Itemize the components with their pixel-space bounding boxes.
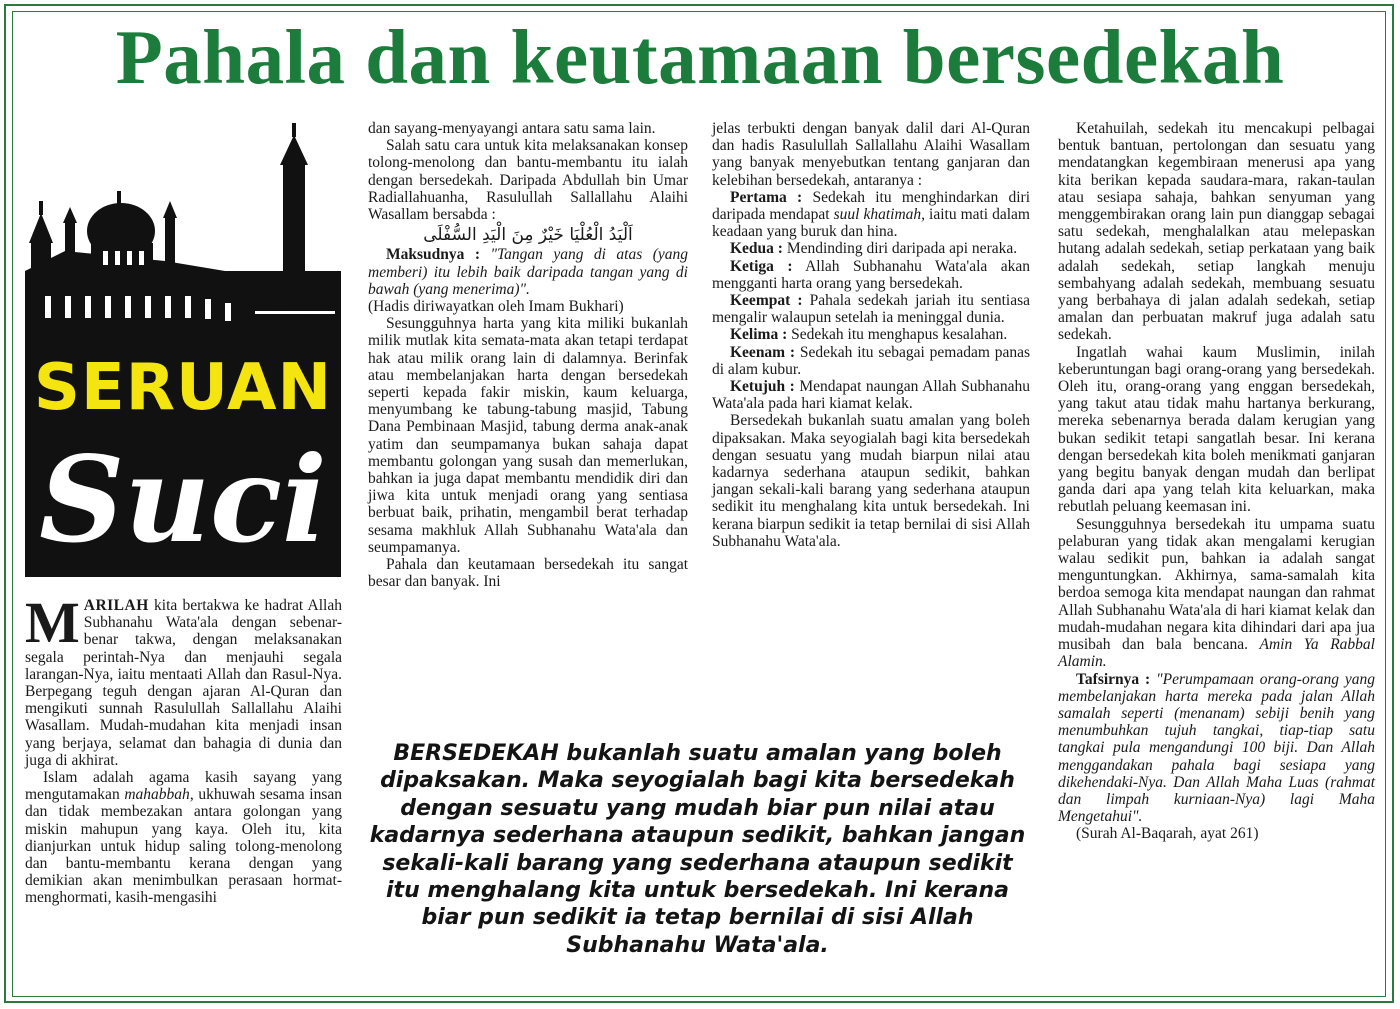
italic-closing: Amin Ya Rabbal Alamin. [1058,636,1375,671]
seruan-suci-logo [25,121,341,577]
benefit-label: Kelima : [730,326,788,344]
paragraph: Salah satu cara untuk kita melaksanakan konsep tolong-menolong dan bantu-membantu itu ialah dengan bersedekah. Daripada Abdullah bin Umar Radiallahuanha, Rasulullah Sallallahu Alaihi Wasallam bersabda : [368,137,688,224]
hadith-source: (Hadis diriwayatkan oleh Imam Bukhari) [368,298,624,316]
paragraph-text: Islam adalah agama kasih sayang yang mengutamakan [25,769,342,804]
benefit-item [712,292,1030,326]
paragraph: Ingatlah wahai kaum Muslimin, inilah keberuntungan bagi orang-orang yang bersedekah. Oleh itu, orang-orang yang enggan bersedekah, yang takut atau tidak mahu hartanya berkurang, mereka sebenarnya berada dalam kerugian yang bukan sedikit tetapi sangatlah besar. Ini kerana dengan bersedekah kita boleh menikmati ganjaran yang begitu banyak dengan mudah dan berlipat ganda dari apa yang telah kita keluarkan, maka rebutlah peluang keemasan ini. [1058,343,1375,516]
benefit-text: Allah Subhanahu Wata'ala akan mengganti harta orang yang bersedekah. [712,257,1030,292]
benefit-item [712,258,1030,292]
benefit-item [712,326,1030,343]
tafsir-paragraph [1058,671,1375,826]
benefit-label: Ketiga : [730,257,793,275]
mosque-silhouette-icon [25,121,341,577]
logo-line1: SERUAN [33,351,333,425]
benefit-item [712,378,1030,412]
headline: Pahala dan keutamaan bersedekah [115,14,1285,100]
paragraph [1058,516,1375,671]
benefit-text: Sedekah itu sebagai pemadam panas di alam kubur. [712,343,1030,378]
benefits-list [712,189,1030,413]
column-3 [712,120,1030,550]
paragraph [25,769,342,907]
arabic-hadith: اَلْيَدُ الْعُلْيَا خَيْرٌ مِنَ الْيَدِ السُّفْلَى [423,225,633,246]
benefit-text: Pahala sedekah jariah itu sentiasa mengalir walaupun setelah ia meninggal dunia. [712,292,1031,327]
tafsir-label: Tafsirnya : [1076,670,1151,688]
benefit-text: Sedekah itu menghapus kesalahan. [787,326,1008,344]
column-2 [368,120,688,590]
surah-source: (Surah Al-Baqarah, ayat 261) [1076,825,1259,843]
tafsir-text: "Perumpamaan orang-orang yang membelanjakan harta mereka pada jalan Allah samalah seperti (menanam) sebiji benih yang menumbuhkan tujuh tangkai, tiap-tiap satu tangkai pula mengandungi 100 biji. Dan Allah menggandakan pahala bagi sesiapa yang dikehendaki-Nya. Dan Allah Maha Luas (rahmat dan limpah kurniaan-Nya) lagi Maha Mengetahui". [1058,670,1376,826]
benefit-text: Sedekah itu menghindarkan diri daripada mendapat [712,188,1031,224]
benefit-text: Mendinding diri daripada api neraka. [782,240,1018,258]
benefit-label: Kedua : [730,240,783,258]
paragraph: dan sayang-menyayangi antara satu sama lain. [368,120,656,137]
paragraph: Bersedekah bukanlah suatu amalan yang boleh dipaksakan. Maka seyogialah bagi kita bersedekah dengan sesuatu yang mudah biarpun nilai atau kadarnya sederhana ataupun sedikit, bahkan jangan sekali-kali barang yang sederhana ataupun sedikit itu menghalang kita untuk bersedekah. Ini kerana biarpun sedikit ia tetap bernilai di sisi Allah Subhanahu Wata'ala. [712,412,1030,550]
column-1 [25,590,342,907]
intro-paragraph [25,590,342,769]
benefit-label: Keenam : [730,343,796,361]
benefit-label: Keempat : [730,292,803,310]
paragraph: Sesungguhnya harta yang kita miliki bukanlah milik mutlak kita semata-mata akan tetapi terdapat hak atau milik orang lain di dalamnya. Berinfak atau membelanjakan harta dengan bersedekah seperti kepada fakir miskin, kaum keluarga, menyumbang ke tabung-tabung masjid, Tabung Dana Pembinaan Masjid, tabung derma anak-anak yatim dan seumpamanya bukan sahaja dapat membantu golongan yang susah dan memerlukan, bahkan ia juga dapat membantu mendidik diri dan jiwa kita untuk menjadi orang yang sentiasa berbuat baik, prihatin, mengambil berat terhadap sesama makhluk Allah Subhanahu Wata'ala dan seumpamanya. [368,315,688,556]
paragraph: Pahala dan keutamaan bersedekah itu sangat besar dan banyak. Ini [368,556,688,591]
benefit-label: Pertama : [730,188,803,206]
benefit-item [712,189,1030,241]
lead-word: ARILAH [83,597,149,614]
paragraph: Ketahuilah, sedekah itu mencakupi pelbagai bentuk bantuan, pertolongan dan sesuatu yang mendatangkan kegembiraan menerusi apa yang kita berikan kepada saudara-mara, rakan-taulan atau sesiapa sahaja, bahkan senyuman yang menggembirakan orang lain pun dianggap sebagai satu sedekah, menghalalkan atau melepaskan hutang adalah sedekah, setiap perkataan yang baik adalah sedekah, setiap langkah menuju sembahyang adalah sedekah, membuang sesuatu yang berbahaya di jalan adalah sedekah, setiap amalan dan perbuatan makruf juga adalah satu sedekah. [1058,120,1375,344]
logo-line2: Suci [39,430,327,569]
pull-quote [365,740,1030,959]
maksud-paragraph [368,246,688,298]
benefit-item [712,344,1030,378]
benefit-label: Ketujuh : [730,378,795,396]
benefit-text-after: iaitu mati dalam keadaan yang buruk dan hina. [712,206,1030,241]
benefit-text: Mendapat naungan Allah Subhanahu Wata'ala pada hari kiamat kelak. [712,378,1030,413]
pull-quote-text: bukanlah suatu amalan yang boleh dipaksakan. Maka seyogialah bagi kita bersedekah dengan sesuatu yang mudah biar pun nilai atau kadarnya sederhana ataupun sedikit, bahkan jangan sekali-kali barang yang sederhana ataupun sedikit itu menghalang kita untuk bersedekah. Ini kerana biar pun sedikit ia tetap bernilai di sisi Allah Subhanahu Wata'ala. [369,741,1026,958]
paragraph: jelas terbukti dengan banyak dalil dari Al-Quran dan hadis Rasulullah Sallallahu Alaihi Wasallam yang banyak menyebutkan tentang ganjaran dan kelebihan bersedekah, antaranya : [712,120,1030,189]
pull-quote-lead: BERSEDEKAH [393,741,559,766]
paragraph-text: Sesungguhnya bersedekah itu umpama suatu pelaburan yang tidak akan mengalami kerugian walau sedikit pun, bahkan ia adalah sangat menguntungkan. Akhirnya, sama-samalah kita berdoa semoga kita mendapat naungan dan rahmat Allah Subhanahu Wata'ala di hari kiamat kelak dan mudah-mudahan negara kita dihindari dari apa jua musibah dan bala bencana. [1058,515,1375,654]
drop-cap: M [25,590,80,655]
maksud-label: Maksudnya : [386,246,480,264]
benefit-italic: suul khatimah, [833,206,926,224]
paragraph-text: , ukhuwah sesama insan dan tidak membezakan antara golongan yang miskin mahupun yang kaya. Oleh itu, kita dianjurkan untuk hidup saling tolong-menolong dan bantu-membantu kerana dengan yang demikian akan menimbulkan perasaan hormat-menghormati, kasih-mengasihi [25,786,342,907]
paragraph-text: kita bertakwa ke hadrat Allah Subhanahu Wata'ala dengan sebenar-benar takwa, dengan melaksanakan segala perintah-Nya dan menjauhi segala larangan-Nya, iaitu mentaati Allah dan Rasul-Nya. Berpegang teguh dengan ajaran Al-Quran dan mengikuti sunnah Rasulullah Sallallahu Alaihi Wasallam. Mudah-mudahan kita menjadi insan yang berjaya, selamat dan bahagia di dunia dan juga di akhirat. [25,597,342,769]
italic-term: mahabbah [124,786,190,804]
column-4 [1058,120,1375,843]
maksud-text: "Tangan yang di atas (yang memberi) itu lebih baik daripada tangan yang di bawah (yang menerima)". [368,246,688,298]
benefit-item [712,240,1030,257]
